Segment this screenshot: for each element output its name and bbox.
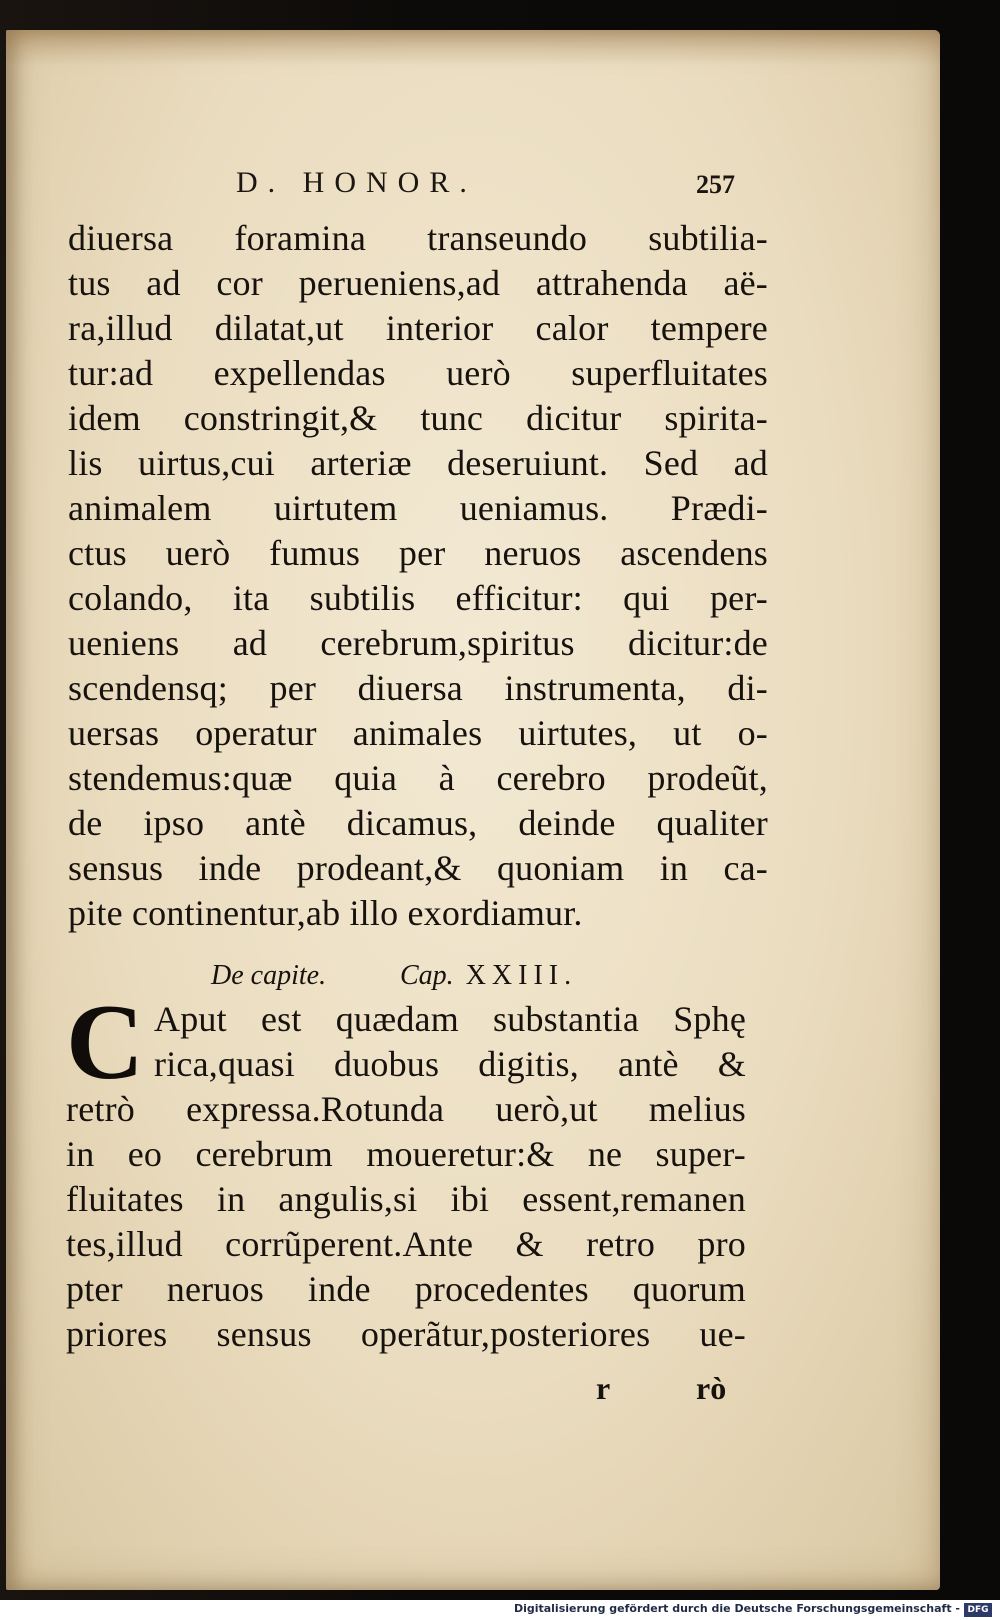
funding-notice: Digitalisierung gefördert durch die Deutsche Forschungsgemeinschaft - xyxy=(513,1602,960,1615)
text-line: diuersa foramina transeundo subtilia- xyxy=(68,218,768,258)
text-line: uersas operatur animales uirtutes, ut o- xyxy=(68,713,768,753)
chapter-label xyxy=(400,960,577,992)
text-line: sensus inde prodeant,& quoniam in ca- xyxy=(68,848,768,888)
page-number: 257 xyxy=(696,170,735,199)
text-line: lis uirtus,cui arteriæ deseruiunt. Sed ad xyxy=(68,443,768,483)
text-line: ueniens ad cerebrum,spiritus dicitur:de xyxy=(68,623,768,663)
dfg-logo: DFG xyxy=(964,1603,992,1617)
body-text xyxy=(68,216,768,936)
drop-cap-initial: C xyxy=(66,983,144,1102)
text-line: in eo cerebrum moueretur:& ne super- xyxy=(66,1134,746,1174)
chapter-text xyxy=(66,983,746,1357)
footer-bar xyxy=(0,1600,1000,1620)
text-line: retrò expressa.Rotunda uerò,ut melius xyxy=(66,1089,746,1129)
chapter-title: De capite. xyxy=(211,960,327,991)
catch-line xyxy=(6,1370,940,1415)
text-line: idem constringit,& tunc dicitur spirita- xyxy=(68,398,768,438)
page-header xyxy=(6,166,940,206)
text-line: tus ad cor perueniens,ad attrahenda aë- xyxy=(68,263,768,303)
page-edge-wear xyxy=(6,30,940,66)
chapter-heading xyxy=(211,960,577,992)
chapter-number: XXIII. xyxy=(465,960,578,991)
text-line: tes,illud corrũperent.Ante & retro pro xyxy=(66,1224,746,1264)
text-line: rica,quasi duobus digitis, antè & xyxy=(154,1044,746,1084)
text-line: pite continentur,ab illo exordiamur. xyxy=(68,893,583,933)
text-line: de ipso antè dicamus, deinde qualiter xyxy=(68,803,768,843)
text-line: animalem uirtutem ueniamus. Prædi- xyxy=(68,488,768,528)
text-line: tur:ad expellendas uerò superfluitates xyxy=(68,353,768,393)
text-line: pter neruos inde procedentes quorum xyxy=(66,1269,746,1309)
text-line: scendensq; per diuersa instrumenta, di- xyxy=(68,668,768,708)
text-line: stendemus:quæ quia à cerebro prodeũt, xyxy=(68,758,768,798)
text-line: priores sensus operãtur,posteriores ue- xyxy=(66,1314,746,1354)
running-head: D. HONOR. xyxy=(236,166,477,199)
text-line: ra,illud dilatat,ut interior calor tempere xyxy=(68,308,768,348)
catchword: rò xyxy=(696,1370,727,1406)
text-line: ctus uerò fumus per neruos ascendens xyxy=(68,533,768,573)
chapter-cap-label: Cap. xyxy=(400,960,454,991)
text-line: Aput est quædam substantia Sphę xyxy=(154,999,746,1039)
text-line: colando, ita subtilis efficitur: qui per- xyxy=(68,578,768,618)
signature-mark: r xyxy=(596,1370,611,1406)
book-page xyxy=(6,30,940,1590)
text-line: fluitates in angulis,si ibi essent,remanen xyxy=(66,1179,746,1219)
